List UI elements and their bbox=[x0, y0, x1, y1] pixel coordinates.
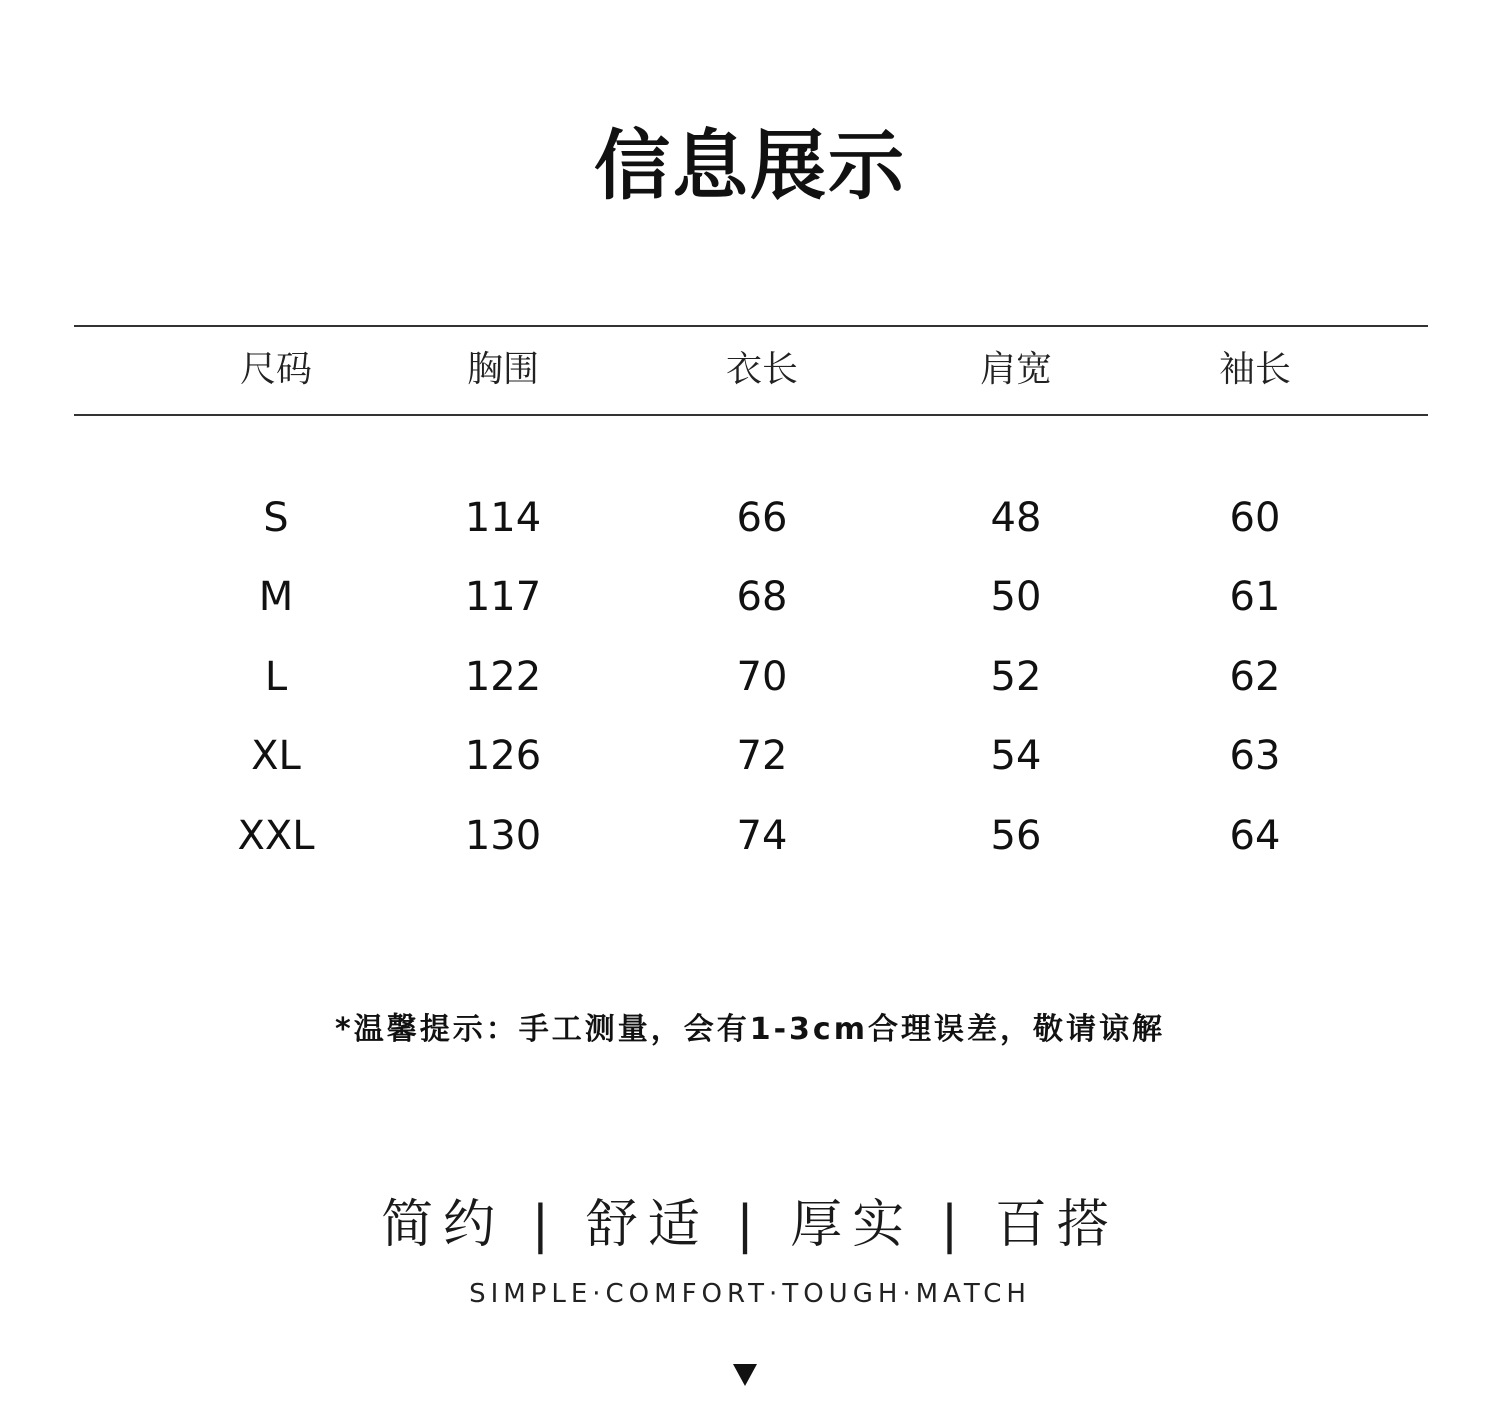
cell-shoulder: 50 bbox=[990, 574, 1042, 620]
cell-sleeve: 62 bbox=[1229, 654, 1281, 700]
table-row bbox=[0, 726, 1500, 786]
cell-chest: 126 bbox=[464, 733, 542, 779]
cell-chest: 122 bbox=[464, 654, 542, 700]
cell-sleeve: 60 bbox=[1229, 495, 1281, 541]
cell-length: 66 bbox=[736, 495, 788, 541]
page-title: 信息展示 bbox=[594, 121, 906, 210]
cell-chest: 114 bbox=[464, 495, 542, 541]
cell-shoulder: 56 bbox=[990, 813, 1042, 859]
measurement-notice: *温馨提示：手工测量，会有1-3cm合理误差，敬请谅解 bbox=[335, 1012, 1165, 1047]
slogan-cn: 简约 | 舒适 | 厚实 | 百搭 bbox=[381, 1195, 1119, 1255]
cell-shoulder: 48 bbox=[990, 495, 1042, 541]
cell-size: XXL bbox=[237, 813, 315, 859]
table-top-rule bbox=[74, 325, 1428, 327]
table-header-row bbox=[0, 340, 1500, 400]
header-chest: 胸围 bbox=[466, 349, 539, 390]
table-row bbox=[0, 806, 1500, 866]
header-size: 尺码 bbox=[239, 349, 312, 390]
table-row bbox=[0, 488, 1500, 548]
slogan-en: SIMPLE·COMFORT·TOUGH·MATCH bbox=[469, 1279, 1031, 1309]
cell-sleeve: 64 bbox=[1229, 813, 1281, 859]
table-row bbox=[0, 647, 1500, 707]
triangle-down-icon bbox=[733, 1364, 757, 1386]
cell-chest: 117 bbox=[464, 574, 542, 620]
cell-sleeve: 63 bbox=[1229, 733, 1281, 779]
header-sleeve: 袖长 bbox=[1218, 349, 1291, 390]
cell-size: L bbox=[264, 654, 288, 700]
cell-chest: 130 bbox=[464, 813, 542, 859]
cell-size: XL bbox=[251, 733, 301, 779]
cell-sleeve: 61 bbox=[1229, 574, 1281, 620]
cell-shoulder: 54 bbox=[990, 733, 1042, 779]
cell-length: 74 bbox=[736, 813, 788, 859]
header-length: 衣长 bbox=[725, 349, 798, 390]
table-header-rule bbox=[74, 414, 1428, 416]
cell-length: 70 bbox=[736, 654, 788, 700]
table-row bbox=[0, 567, 1500, 627]
cell-size: M bbox=[258, 574, 294, 620]
cell-size: S bbox=[263, 495, 289, 541]
cell-length: 68 bbox=[736, 574, 788, 620]
cell-length: 72 bbox=[736, 733, 788, 779]
cell-shoulder: 52 bbox=[990, 654, 1042, 700]
header-shoulder: 肩宽 bbox=[979, 349, 1052, 390]
